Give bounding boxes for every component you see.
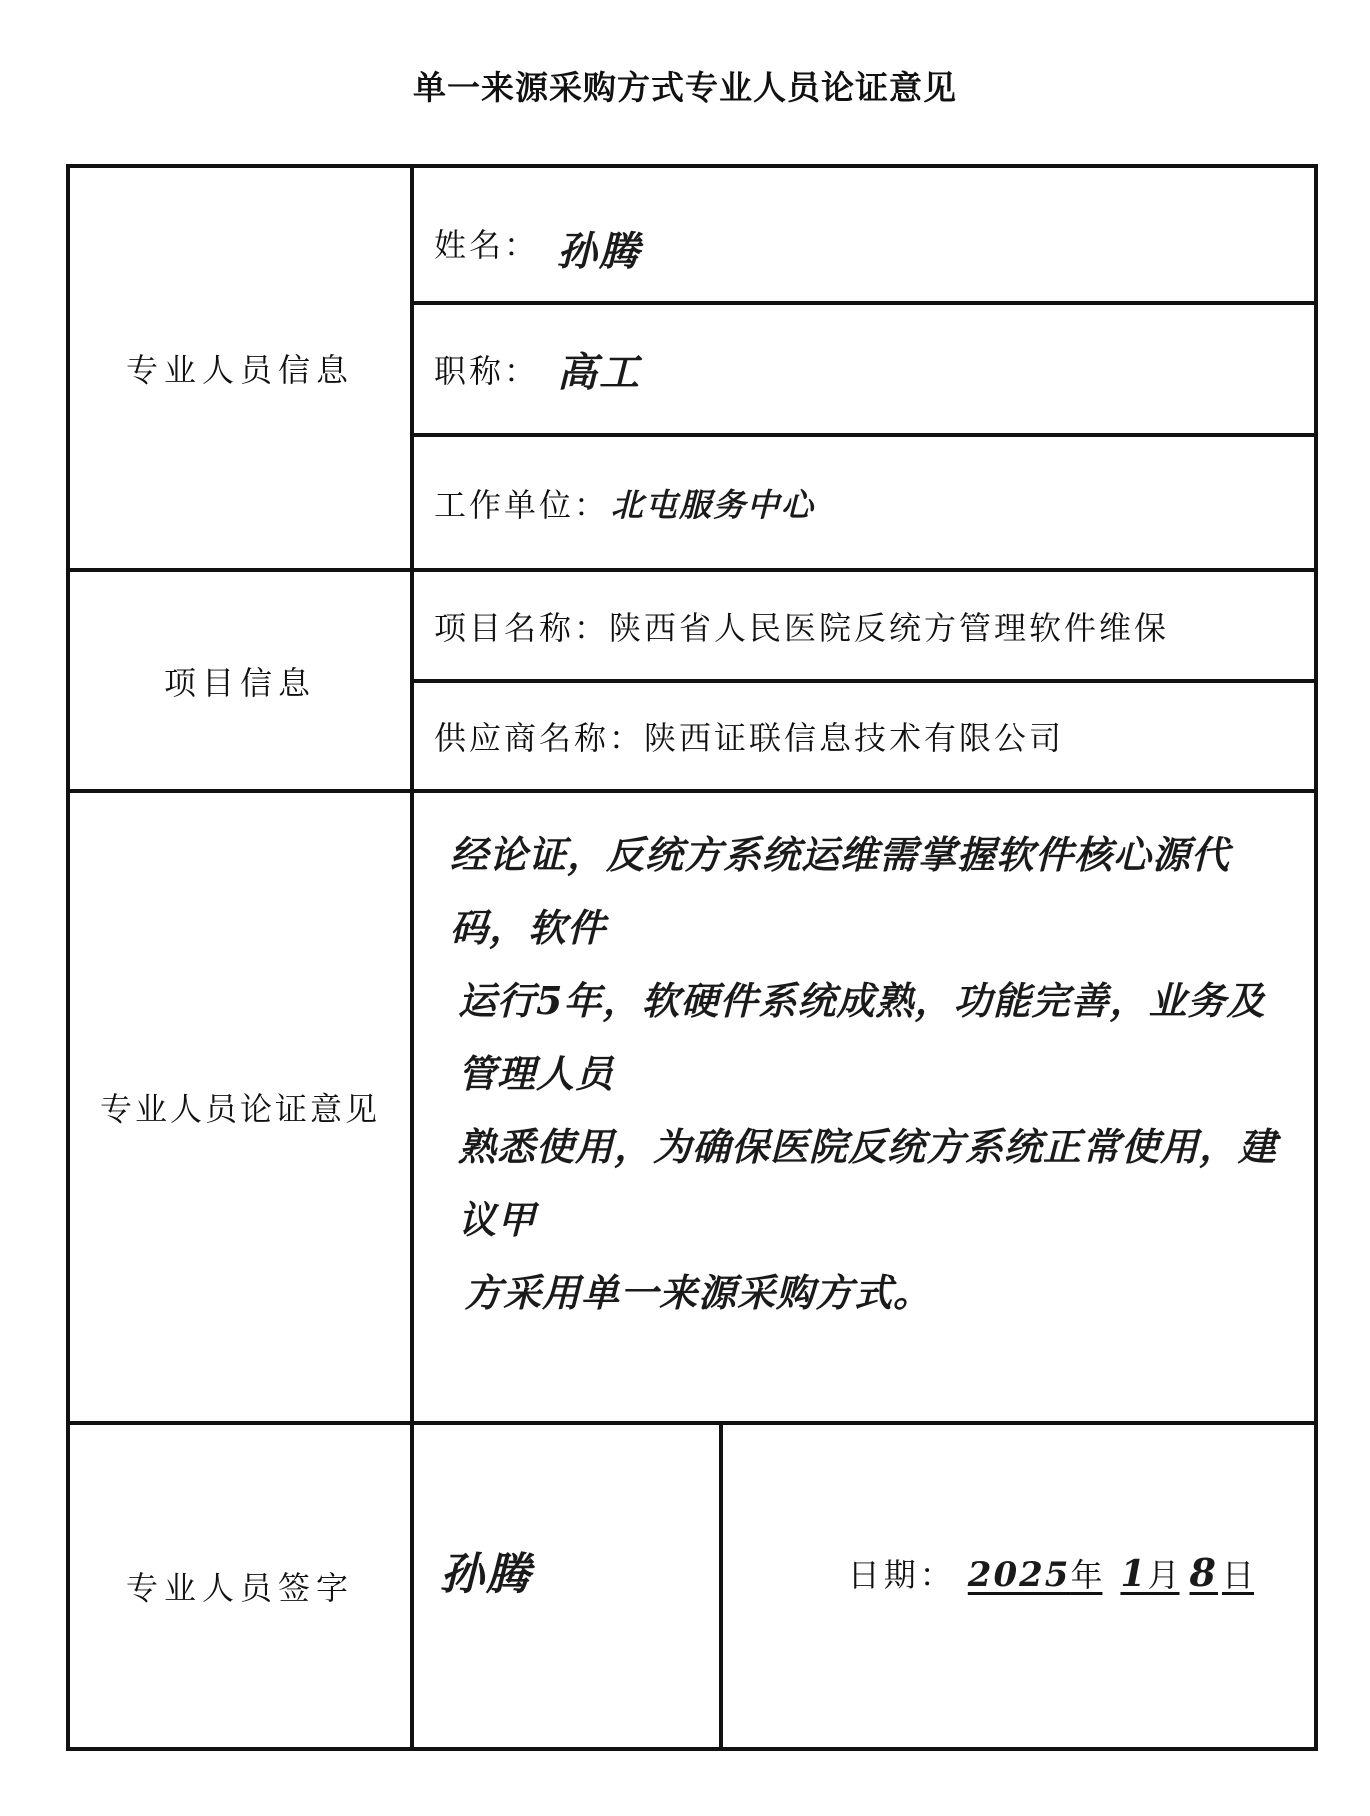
date-year: 2025 [967,1555,1071,1595]
supplier-value: 陕西证联信息技术有限公司 [644,719,1065,757]
employer-value: 北屯服务中心 [611,485,816,524]
employer-label: 工作单位： [434,485,610,524]
signature-column-divider [410,1421,414,1747]
opinion-line: 熟悉使用，为确保医院反统方系统正常使用，建议甲 [458,1124,1278,1242]
date-day-unit: 日 [1221,1556,1254,1594]
opinion-line: 运行5年，软硬件系统成熟，功能完善，业务及管理人员 [458,978,1266,1096]
handwritten-signature: 孙腾 [440,1549,532,1600]
form-table [66,164,1318,1751]
name-value: 孙腾 [557,228,642,275]
supplier-row [420,683,1314,789]
opinion-text [450,818,1300,1329]
personnel-info-label: 专业人员信息 [125,351,354,389]
project-info-label: 项目信息 [163,663,316,702]
date-field [848,1538,1254,1608]
date-month: 1 [1120,1553,1148,1595]
document-title: 单一来源采购方式专业人员论证意见 [413,68,957,107]
date-year-unit: 年 [1070,1556,1103,1594]
title-row [420,305,1314,433]
supplier-label: 供应商名称： [434,719,645,757]
opinion-label: 专业人员论证意见 [99,1090,380,1128]
project-name-row [420,572,1314,679]
opinion-line: 方采用单一来源采购方式。 [464,1270,933,1315]
name-label: 姓名： [434,226,540,264]
date-month-unit: 月 [1147,1556,1180,1594]
opinion-line: 经论证，反统方系统运维需掌握软件核心源代码，软件 [450,832,1231,950]
column-divider [410,168,414,1421]
signature-label: 专业人员签字 [125,1569,354,1607]
title-label: 职称： [434,352,540,390]
date-day: 8 [1189,1550,1218,1595]
title-value: 高工 [557,348,642,396]
date-label: 日期： [847,1556,956,1594]
date-column-divider [719,1421,723,1747]
employer-row [420,437,1314,568]
project-name-label: 项目名称： [434,608,610,647]
date-value [968,1550,1254,1596]
project-name-value: 陕西省人民医院反统方管理软件维保 [609,608,1170,647]
